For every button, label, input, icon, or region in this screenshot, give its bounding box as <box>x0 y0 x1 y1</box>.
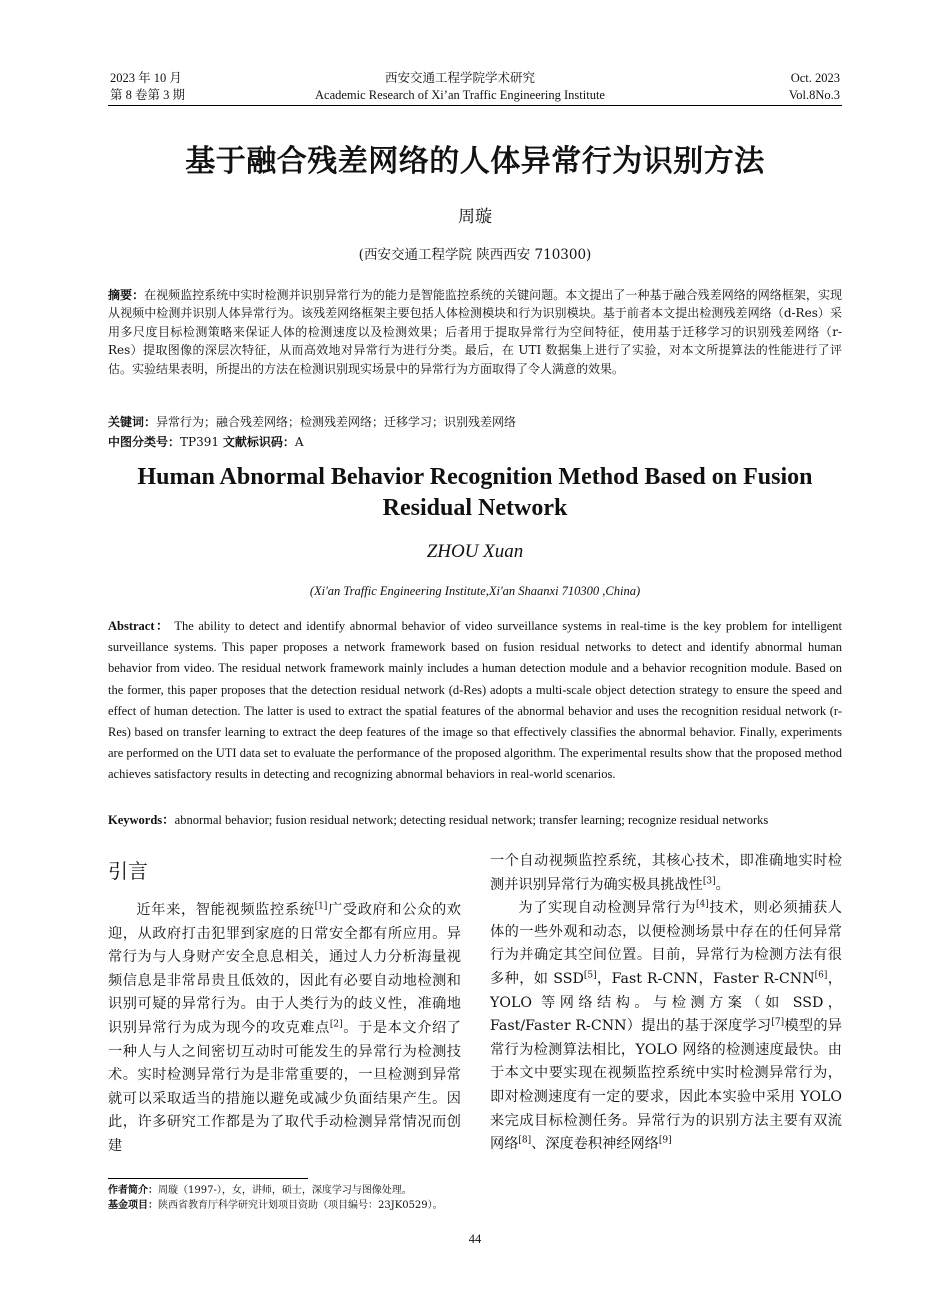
keywords-en <box>108 810 842 830</box>
header-divider <box>108 105 842 106</box>
keywords-en-text: abnormal behavior; fusion residual network; detecting residual network; transfer learning; recognize residual networks <box>174 813 769 827</box>
keywords-cn-label: 关键词： <box>108 415 157 429</box>
section-heading-intro: 引言 <box>108 859 148 883</box>
page-number: 44 <box>468 1232 482 1246</box>
text-run: 、深度卷积神经网络 <box>531 1136 659 1153</box>
journal-name-cn: 西安交通工程学院学术研究 <box>384 71 535 85</box>
clc-value: TP391 <box>180 435 219 449</box>
keywords-en-label: Keywords： <box>108 813 175 827</box>
citation-ref: [3] <box>702 875 716 886</box>
text-run: 技术，则必须捕获人体的一些外观和动态，以便检测场景中存在的任何异常行为并确定其空间位置。目前，异常行为检测方法有很多种，如 SSD <box>490 900 842 987</box>
clc-label: 中图分类号： <box>108 435 181 449</box>
paper-title-cn: 基于融合残差网络的人体异常行为识别方法 <box>185 144 765 179</box>
body-paragraph <box>108 899 461 1159</box>
text-run: ，Fast R-CNN，Faster R-CNN <box>596 970 815 987</box>
footnote-fund-label: 基金项目： <box>108 1200 158 1211</box>
body-paragraph <box>490 850 842 897</box>
abstract-en <box>108 616 842 786</box>
text-run: ，YOLO 等网络结构。与检测方案（如 SSD，Fast/Faster R-CNN）提出的基于深度学习 <box>490 970 842 1035</box>
text-run: 。 <box>715 876 730 893</box>
footnote-divider <box>108 1178 308 1179</box>
footnote-fund <box>108 1198 842 1213</box>
citation-ref: [8] <box>518 1135 532 1146</box>
abstract-cn-text: 在视频监控系统中实时检测并识别异常行为的能力是智能监控系统的关键问题。本文提出了一种基于融合残差网络的网络框架，实现从视频中检测并识别人体异常行为。该残差网络框架主要包括人体检测模块和行为识别模块。基于前者本文提出检测残差网络（d-Res）采用多尺度目标检测策略来保证人体的检测速度以及检测效果；后者用于提取异常行为空间特征，使用基于迁移学习的识别残差网络（r-Res）提取图像的深层次特征，从而高效地对异常行为进行分类。最后，在 UTI 数据集上进行了实验，对本文所提算法的性能进行了评估。实验结果表明，所提出的方法在检测识别现实场景中的异常行为方面取得了令人满意的效果。 <box>108 288 842 376</box>
journal-name-en: Academic Research of Xi’an Traffic Engineering Institute <box>315 88 605 102</box>
footnote-author-text: 周璇（1997-），女，讲师，硕士，深度学习与图像处理。 <box>158 1185 412 1196</box>
abstract-en-text: The ability to detect and identify abnormal behavior of video surveillance systems in real-time is the key problem for intelligent surveillance systems. This paper proposes a network framework based on fusion residual networks to detect and identify abnormal human behavior from video. The residual network framework mainly includes a human detection module and a behavior recognition module. Based on the former, this paper proposes that the detection residual network (d-Res) adopts a multi-scale object detection strategy to ensure the speed and effect of human detection. The latter is used to extract the spatial features of the abnormal behavior and uses the recognition residual network (r-Res) based on transfer learning to extract the deep features of the image so that effectively classifies the abnormal behavior. Finally, experiments are performed on the UTI data set to evaluate the performance of the proposed algorithm. The experimental results show that the proposed method achieves satisfactory results in detecting and recognizing abnormal behaviors in real-world scenarios. <box>108 619 843 782</box>
citation-ref: [6] <box>814 970 828 981</box>
header-date: 2023 年 10 月 <box>110 71 182 85</box>
keywords-cn <box>108 413 842 431</box>
author-en: ZHOU Xuan <box>426 541 524 562</box>
abstract-en-label: Abstract： <box>108 619 170 633</box>
text-run: 模型的异常行为检测算法相比，YOLO 网络的检测速度最快。由于本文中要实现在视频监控系统中实时检测异常行为，即对检测速度有一定的要求，因此本实验中采用 YOLO 来完成目标检测任务。异常行为的识别方法主要有双流网络 <box>490 1018 842 1153</box>
citation-ref: [9] <box>658 1135 672 1146</box>
footnote-fund-text: 陕西省教育厅科学研究计划项目资助（项目编号：23JK0529）。 <box>158 1200 443 1211</box>
keywords-cn-text: 异常行为；融合残差网络；检测残差网络；迁移学习；识别残差网络 <box>156 415 517 429</box>
classification-cn <box>108 433 842 451</box>
header-left <box>110 70 185 104</box>
affiliation-en: (Xi'an Traffic Engineering Institute,Xi'an Shaanxi 710300 ,China) <box>309 584 641 598</box>
citation-ref: [7] <box>771 1017 785 1028</box>
affiliation-cn: (西安交通工程学院 陕西西安 710300) <box>358 247 592 263</box>
citation-ref: [1] <box>314 901 328 912</box>
abstract-cn <box>108 286 842 378</box>
body-column-right <box>490 850 842 1157</box>
text-run: 。于是本文介绍了一种人与人之间密切互动时可能发生的异常行为检测技术。实时检测异常行为是非常重要的，一旦检测到异常就可以采取适当的措施以避免或减少负面结果产生。因此，许多研究工作都是为了取代手动检测异常情况而创建 <box>108 1019 461 1154</box>
citation-ref: [2] <box>329 1019 343 1030</box>
footnote-author <box>108 1183 842 1198</box>
paper-title-en: Human Abnormal Behavior Recognition Method Based on Fusion Residual Network <box>137 464 813 521</box>
text-run: 一个自动视频监控系统，其核心技术，即准确地实时检测并识别异常行为确实极具挑战性 <box>490 853 842 893</box>
header-right <box>789 70 840 104</box>
citation-ref: [4] <box>696 899 709 910</box>
header-volume-en: Vol.8No.3 <box>788 88 840 102</box>
doc-code-value: A <box>294 435 304 449</box>
citation-ref: [5] <box>583 970 597 981</box>
text-run: 近年来，智能视频监控系统 <box>136 902 315 918</box>
abstract-cn-label: 摘要： <box>108 288 145 302</box>
text-run: 为了实现自动检测异常行为 <box>518 900 697 917</box>
text-run: 广受政府和公众的欢迎，从政府打击犯罪到家庭的日常安全都有所应用。异常行为与人身财产安全息息相关，通过人力分析海量视频信息是非常昂贵且低效的，因此有必要自动地检测和识别可疑的异常行为。由于人类行为的歧义性，准确地识别异常行为成为现今的攻克难点 <box>108 902 461 1036</box>
author-cn: 周璇 <box>458 207 492 227</box>
body-column-left <box>108 899 461 1159</box>
footnote-author-label: 作者简介： <box>108 1185 158 1196</box>
header-volume: 第 8 卷第 3 期 <box>110 88 186 102</box>
doc-code-label: 文献标识码： <box>222 435 295 449</box>
body-paragraph <box>490 897 842 1157</box>
header-center <box>300 70 620 104</box>
header-date-en: Oct. 2023 <box>790 71 840 85</box>
